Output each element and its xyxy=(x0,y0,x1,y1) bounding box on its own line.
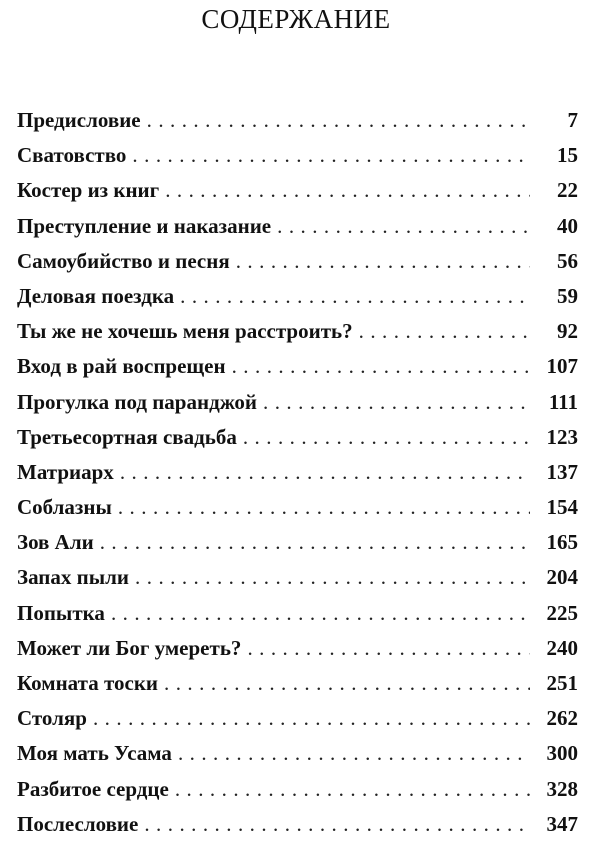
toc-entry-page-number: 59 xyxy=(557,283,578,308)
toc-entry-page-number: 251 xyxy=(546,671,578,695)
toc-entry xyxy=(17,178,578,213)
toc-entry xyxy=(17,636,578,671)
table-of-contents xyxy=(17,108,578,847)
toc-entry-page-number: 300 xyxy=(546,741,578,766)
toc-entry-title: Ты же не хочешь меня расстроить? xyxy=(17,319,353,344)
dot-leader xyxy=(164,671,530,696)
toc-entry xyxy=(17,565,578,600)
toc-entry-page-number: 15 xyxy=(557,143,578,168)
toc-entry-page-number: 111 xyxy=(548,389,578,414)
toc-entry-title: Зов Али xyxy=(17,530,94,555)
dot-leader xyxy=(165,178,530,203)
toc-entry-page-number: 204 xyxy=(546,565,578,590)
toc-entry-title: Самоубийство и песня xyxy=(17,248,230,273)
toc-entry xyxy=(17,460,578,495)
dot-leader xyxy=(118,495,530,520)
toc-entry-title: Столяр xyxy=(17,706,87,731)
toc-entry-title: Соблазны xyxy=(17,495,112,520)
toc-entry-title: Прогулка под паранджой xyxy=(17,389,258,414)
toc-entry-title: Комната тоски xyxy=(17,671,159,695)
toc-entry xyxy=(17,284,578,319)
dot-leader xyxy=(359,319,530,344)
toc-entry-page-number: 56 xyxy=(557,248,578,273)
dot-leader xyxy=(135,565,530,590)
dot-leader xyxy=(243,425,530,450)
toc-entry-title: Сватовство xyxy=(17,143,127,168)
toc-entry xyxy=(17,495,578,530)
dot-leader xyxy=(277,214,530,239)
toc-entry-title: Запах пыли xyxy=(17,565,130,590)
dot-leader xyxy=(263,390,530,415)
dot-leader xyxy=(144,812,530,837)
dot-leader xyxy=(178,741,530,766)
toc-entry xyxy=(17,601,578,636)
dot-leader xyxy=(236,249,530,274)
page-title: СОДЕРЖАНИЕ xyxy=(201,4,391,34)
toc-entry-page-number: 7 xyxy=(567,108,578,132)
toc-entry xyxy=(17,143,578,178)
toc-entry-page-number: 165 xyxy=(546,530,578,555)
toc-entry xyxy=(17,741,578,776)
toc-entry-page-number: 262 xyxy=(546,706,578,731)
toc-entry xyxy=(17,108,578,143)
toc-entry-page-number: 107 xyxy=(546,354,578,379)
toc-entry-page-number: 328 xyxy=(546,776,578,801)
toc-entry xyxy=(17,706,578,741)
toc-entry-title: Моя мать Усама xyxy=(17,741,172,766)
dot-leader xyxy=(132,143,530,168)
dot-leader xyxy=(93,706,530,731)
toc-entry-page-number: 240 xyxy=(546,635,578,660)
toc-entry-title: Преступление и наказание xyxy=(17,213,272,238)
toc-entry-title: Попытка xyxy=(17,600,105,625)
dot-leader xyxy=(232,354,530,379)
toc-entry xyxy=(17,319,578,354)
toc-entry-page-number: 137 xyxy=(546,459,578,484)
toc-entry-page-number: 123 xyxy=(546,424,578,449)
toc-entry xyxy=(17,812,578,847)
dot-leader xyxy=(111,601,530,626)
toc-entry-title: Предисловие xyxy=(17,108,141,132)
toc-entry-title: Может ли Бог умереть? xyxy=(17,635,242,660)
toc-entry-title: Костер из книг xyxy=(17,178,160,203)
dot-leader xyxy=(100,530,530,555)
toc-entry-page-number: 347 xyxy=(546,811,578,836)
dot-leader xyxy=(175,777,530,802)
toc-entry xyxy=(17,671,578,706)
toc-entry xyxy=(17,425,578,460)
toc-entry-page-number: 22 xyxy=(557,178,578,203)
dot-leader xyxy=(180,284,530,309)
toc-entry-title: Разбитое сердце xyxy=(17,776,169,801)
toc-entry-title: Деловая поездка xyxy=(17,283,175,308)
toc-entry-title: Матриарх xyxy=(17,459,114,484)
dot-leader xyxy=(120,460,530,485)
dot-leader xyxy=(247,636,530,661)
toc-entry-title: Третьесортная свадьба xyxy=(17,424,237,449)
toc-entry xyxy=(17,214,578,249)
toc-entry xyxy=(17,354,578,389)
toc-entry-page-number: 92 xyxy=(557,319,578,344)
toc-entry-title: Вход в рай воспрещен xyxy=(17,354,226,379)
toc-entry xyxy=(17,777,578,812)
toc-entry-title: Послесловие xyxy=(17,811,139,836)
toc-entry-page-number: 225 xyxy=(546,600,578,625)
toc-entry-page-number: 40 xyxy=(557,213,578,238)
toc-entry xyxy=(17,390,578,425)
toc-entry xyxy=(17,249,578,284)
dot-leader xyxy=(147,108,530,133)
toc-entry-page-number: 154 xyxy=(546,495,578,520)
toc-entry xyxy=(17,530,578,565)
